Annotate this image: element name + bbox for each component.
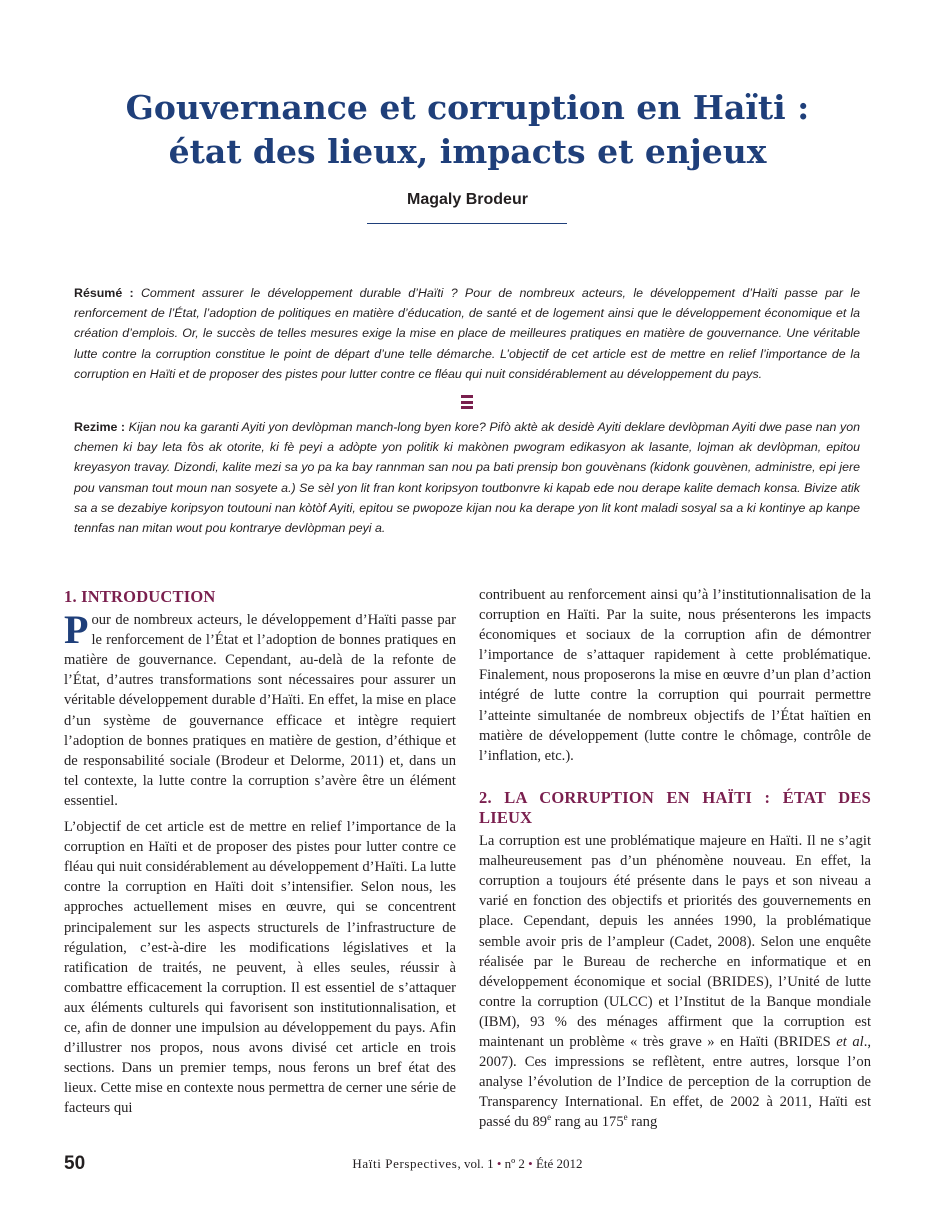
intro-paragraph-2: L’objectif de cet article est de mettre en relief l’importance de la corruption en Haïti et de proposer des pistes pour lutter contre ce fléau qui nuit considérablement au développement d’Haïti. La lutte contre la corruption en Haïti doit s’intensifier. Selon nous, les approches actuellement mises en œuvre, qui se concentrent principalement sur les aspects structurels de l’infrastructure de régulation, c’est-à-dire les modifications législatives et la ratification de traités, ne peuvent, à elles seules, réussir à combattre efficacement la corruption. Il est essentiel de s’attaquer aux éléments culturels qui favorisent son institutionnalisation, et ce, afin de donner une impulsion au développement du pays. Afin d’illustrer nos propos, nous avons divisé cet article en trois sections. Dans un premier temps, nous ferons un bref état des lieux. Cette mise en contexte nous permettra de cerner une série de facteurs qui [64, 819, 456, 1117]
page-number: 50 [64, 1153, 86, 1174]
bullet-icon: • [528, 1156, 533, 1171]
abstract-separator-icon [461, 395, 473, 409]
section-heading-introduction: 1. INTRODUCTION [64, 587, 216, 606]
column-left [64, 587, 456, 1124]
drop-cap: P [64, 607, 89, 653]
article-title-line-1: Gouvernance et corruption en Haïti : [125, 88, 810, 127]
article-title-line-2: état des lieux, impacts et enjeux [168, 132, 767, 171]
author-name: Magaly Brodeur [407, 191, 528, 208]
abstract-french-label: Résumé : [74, 286, 134, 300]
abstract-french-text: Comment assurer le développement durable d’Haïti ? Pour de nombreux acteurs, le développement d’Haïti passe par le renforcement de l’État, l’adoption de politiques en matière d’éducation, de santé et de logement ainsi que le développement économique et la création d’emplois. Or, le succès de telles mesures exige la mise en place de meilleures pratiques en matière de gouvernance. Une véritable lutte contre la corruption constitue le point de départ d’une telle démarche. L’objectif de cet article est de mettre en relief l’importance de la corruption en Haïti et de proposer des pistes pour lutter contre ce fléau qui nuit considérablement au développement du pays. [74, 286, 860, 381]
intro-paragraph-1-text: our de nombreux acteurs, le développement d’Haïti passe par le renforcement de l’État et l’adoption de bonnes pratiques en matière de gouvernance. Cependant, au-delà de la refonte de l’État, d’autres transformations sont nécessaires pour assurer un véritable développement durable d’Haïti. En effet, la mise en place d’un système de gouvernance efficace et intègre requiert l’adoption de bonnes pratiques en matière de gestion, d’éthique et de responsabilité sociale (Brodeur et Delorme, 2011) et, dans un tel contexte, la lutte contre la corruption s’avère être un élément essentiel. [64, 612, 456, 809]
column-right [479, 585, 871, 1138]
state-paragraph-1: La corruption est une problématique majeure en Haïti. Il ne s’agit malheureusement pas d’un phénomène nouveau. En effet, la corruption a toujours été présente dans le pays et son niveau a varié en fonction des objectifs et priorités des gouvernements en place. Cependant, depuis les années 1990, la problématique semble avoir pris de l’ampleur (Cadet, 2008). Selon une enquête réalisée par le Bureau de recherche en informatique et en développement économique et social (BRIDES), l’Unité de lutte contre la corruption (ULCC) et l’Institut de la Banque mondiale (IBM), 93 % des ménages affirment que la corruption est maintenant un problème « très grave » en Haïti (BRIDES et al., 2007). Ces impressions se reflètent, entre autres, lorsque l’on analyse l’évolution de l’Indice de perception de la corruption de Transparency International. En effet, de 2002 à 2011, Haïti est passé du 89e rang au 175e rang [479, 833, 871, 1131]
author-divider [367, 223, 567, 224]
journal-name: Haïti Perspectives [352, 1156, 458, 1171]
journal-footer: Haïti Perspectives, vol. 1 • nº 2 • Été 2012 [352, 1156, 583, 1171]
intro-paragraph-1 [64, 607, 456, 811]
bullet-icon: • [496, 1156, 502, 1171]
abstract-creole [74, 417, 860, 538]
section-heading-state-of-affairs: 2. LA CORRUPTION EN HAÏTI : ÉTAT DES LIEUX [479, 787, 871, 827]
intro-paragraph-3: contribuent au renforcement ainsi qu’à l’institutionnalisation de la corruption en Haïti. Par la suite, nous présenterons les impacts économiques et sociaux de la corruption afin de démontrer l’importance de s’attaquer rapidement à cette problématique. Finalement, nous proposerons la mise en œuvre d’un plan d’action intégré de lutte contre la corruption qui pourrait permettre l’atteinte simultanée de nombreux objectifs de l’État haïtien en matière de développement (lutte contre le chômage, contrôle de l’inflation, etc.). [479, 587, 871, 764]
abstract-french [74, 283, 860, 384]
abstract-creole-text: Kijan nou ka garanti Ayiti yon devlòpman manch-long byen kore? Pifò aktè ak desidè Ayiti deklare devlòpman Ayiti dwe pase nan yon chemen ki bay leta fòs ak otorite, ki fè peyi a adòpte yon politik ki makònen pwogram edikasyon ak lasante, lojman ak devlòpman, epitou kreyasyon travay. Dizondi, kalite mezi sa yo pa ka bay rannman san nou pa bati prensip bon gouvènans (kidonk gouvènen, administre, epi jere pou vansman tout moun nan sosyete a.) Se sèl yon lit fran kont koripsyon toutbonvre ki kapab ede nou derape kalite demach konsa. Bivize atik sa a se dezabiye koripsyon toutouni nan kòtòf Ayiti, epitou se pwopoze kijan nou ka derape yon lit kont maladi sosyal sa a ki kontinye ap kanpe tennfas nan mitan wout pou kontrarye devlòpman peyi a. [74, 420, 860, 536]
abstract-creole-label: Rezime : [74, 420, 126, 434]
